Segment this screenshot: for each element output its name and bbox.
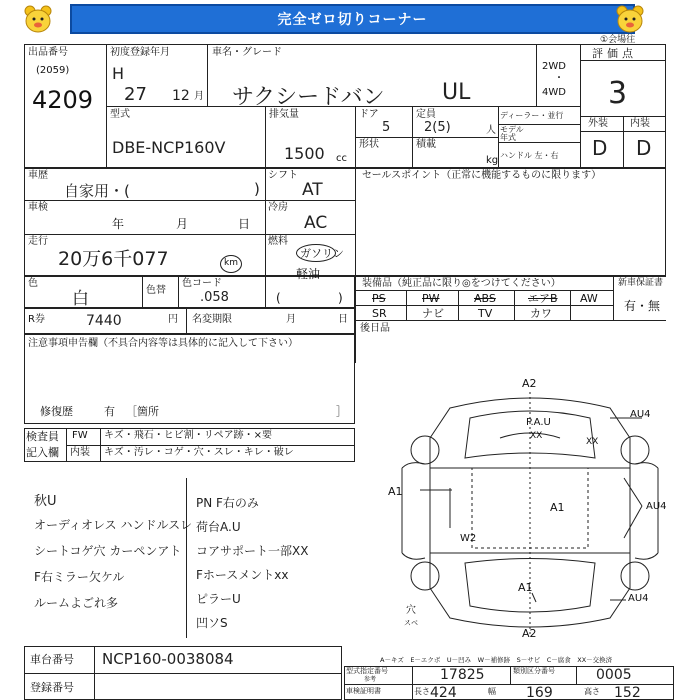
color-paren-close: ) xyxy=(338,291,343,305)
fw-label: FW xyxy=(72,430,88,441)
inspection-month-unit: 月 xyxy=(176,217,189,231)
lot-label: 出品番号 xyxy=(28,47,68,58)
equipment-label: 装備品（純正品に限り◎をつけてください） xyxy=(362,278,561,289)
doors-label: ドア xyxy=(359,109,379,120)
model-label: 型式 xyxy=(110,109,130,120)
lot-number: 4209 xyxy=(32,86,94,114)
selling-points-label: セールスポイント（正常に機能するものに限ります） xyxy=(362,170,602,181)
spec-model-label: 型式指定番号 xyxy=(346,667,388,675)
mileage-value: 20万6千077 xyxy=(58,248,169,270)
equip-aw: AW xyxy=(580,292,598,305)
site-label: ①会場往 xyxy=(600,35,636,45)
shift-label: シフト xyxy=(268,170,298,181)
ac-value: AC xyxy=(304,213,328,233)
note-right-line: 荷台A.U xyxy=(196,520,241,534)
name-change-month-unit: 月 xyxy=(286,314,296,325)
displacement-label: 排気量 xyxy=(269,109,299,120)
color-code-label: 色コード xyxy=(182,278,222,289)
ac-label: 冷房 xyxy=(268,202,288,213)
chassis-label: 車台番号 xyxy=(30,653,74,666)
load-label: 積載 xyxy=(416,139,436,150)
repair-place-open: ［箇所 xyxy=(126,405,159,418)
page-title: 完全ゼロ切りコーナー xyxy=(70,4,635,34)
diagram-mark: 穴 xyxy=(406,605,416,616)
inspection-year-unit: 年 xyxy=(112,217,125,231)
car-name: サクシードバン xyxy=(232,85,385,110)
equip-airbag: エアB xyxy=(528,292,558,305)
note-right-line: コアサポート一部XX xyxy=(196,544,309,558)
handwritten-notes-right xyxy=(196,494,308,638)
equip-sr: SR xyxy=(372,307,387,320)
diagram-mark: AU4 xyxy=(646,501,667,512)
displacement-unit: cc xyxy=(336,153,347,164)
diagram-mark: A2 xyxy=(522,377,537,390)
grade-label: 評価点 xyxy=(592,47,637,60)
int-label: 内装 xyxy=(630,118,650,129)
registration-era: H xyxy=(112,64,125,83)
seats-value: 2(5) xyxy=(424,120,451,135)
seats-unit: 人 xyxy=(486,125,496,136)
inspector-label-2: 記入欄 xyxy=(26,446,59,459)
diagram-mark: A1 xyxy=(550,501,565,514)
ext-value: D xyxy=(592,136,608,160)
diagram-mark: AU4 xyxy=(630,409,651,420)
warranty-value: 有・無 xyxy=(624,299,661,313)
equip-navi: ナビ xyxy=(422,307,444,320)
drive-2wd: 2WD xyxy=(542,61,566,72)
car-label: 車名・グレード xyxy=(212,47,282,58)
grade-value: 3 xyxy=(608,76,628,111)
car-grade: UL xyxy=(442,80,471,105)
recycle-value: 7440 xyxy=(86,313,122,329)
fuel-diesel: 軽油 xyxy=(296,267,321,281)
history-close: ) xyxy=(254,180,260,198)
note-right-line: 凹ソS xyxy=(196,616,228,630)
color-label: 色 xyxy=(28,278,38,289)
spec-width-label: 幅 xyxy=(488,687,496,696)
shape-label: 形状 xyxy=(359,139,379,150)
model-value: DBE-NCP160V xyxy=(112,138,226,157)
car-damage-diagram xyxy=(380,378,680,648)
note-left-line: 秋U xyxy=(34,494,57,509)
warranty-label: 新車保証書 xyxy=(618,278,664,288)
name-change-day-unit: 日 xyxy=(338,314,348,325)
recycle-label: R券 xyxy=(28,314,45,325)
spec-car-cert-label: 車検証明書 xyxy=(346,687,381,695)
spec-model-value: 17825 xyxy=(440,667,485,683)
registration-year: 27 xyxy=(124,84,147,105)
mascot-right-icon xyxy=(614,4,646,34)
diagram-mark: W2 xyxy=(460,533,477,544)
inspector-label-1: 検査員 xyxy=(26,430,59,443)
diagram-mark: XX xyxy=(586,437,599,447)
inspection-day-unit: 日 xyxy=(238,217,251,231)
equip-tv: TV xyxy=(478,307,493,320)
diagram-mark: P.A.U xyxy=(526,417,551,428)
spec-width-value: 169 xyxy=(526,685,553,700)
int-value: D xyxy=(636,136,652,160)
mascot-left-icon xyxy=(22,4,54,34)
model-year-label-1: モデル xyxy=(500,125,524,134)
note-left-line: ルームよごれ多 xyxy=(34,596,119,610)
spec-category-label: 類別区分番号 xyxy=(513,667,555,675)
repair-label: 修復歴 xyxy=(40,405,73,418)
equip-leather: カワ xyxy=(530,307,552,320)
history-label: 車歴 xyxy=(28,170,48,181)
equip-abs: ABS xyxy=(474,292,496,305)
notes-label: 注意事項申告欄（不具合内容等は具体的に記入して下さい） xyxy=(28,338,298,349)
repair-value: 有 xyxy=(104,405,115,418)
shift-value: AT xyxy=(302,180,323,200)
fw-items: キズ・飛石・ヒビ割・リペア跡・×要 xyxy=(104,430,272,441)
drive-dot: ・ xyxy=(554,73,564,84)
color-code: .058 xyxy=(200,290,229,305)
spec-length-value: 424 xyxy=(430,685,457,700)
legend-text: A－キズ E－エクボ U－凹み W－補修跡 S－サビ C－腐食 XX－交換済 xyxy=(380,656,613,664)
model-year-label-2: 年式 xyxy=(500,133,516,142)
inspection-label: 車検 xyxy=(28,202,48,213)
handwritten-notes-left xyxy=(34,490,192,620)
diagram-mark: A1 xyxy=(388,485,403,498)
note-left-line: F右ミラー欠ケル xyxy=(34,570,125,584)
diagram-mark: A2 xyxy=(522,627,537,640)
registration-month: 12 xyxy=(172,88,190,104)
diagram-mark: XX xyxy=(530,431,543,441)
load-unit: kg xyxy=(486,155,499,166)
equip-ps: PS xyxy=(372,292,386,305)
color-replace-label: 色替 xyxy=(146,285,166,296)
name-change-label: 名変期限 xyxy=(192,314,232,325)
note-right-line: PN F右のみ xyxy=(196,496,259,510)
drive-4wd: 4WD xyxy=(542,87,566,98)
spec-length-label: 長さ xyxy=(414,687,430,696)
mileage-unit: km xyxy=(224,258,238,268)
diagram-mark: スベ xyxy=(404,619,418,627)
recycle-unit: 円 xyxy=(168,314,178,325)
note-right-line: ピラーU xyxy=(196,592,241,606)
color-paren-open: ( xyxy=(276,291,281,305)
diagram-mark: AU4 xyxy=(628,593,649,604)
history-value: 自家用・( xyxy=(64,182,130,200)
int-items: キズ・汚レ・コゲ・穴・スレ・キレ・破レ xyxy=(104,447,294,458)
recycle-frame xyxy=(24,308,355,334)
doors-value: 5 xyxy=(382,120,391,135)
displacement-value: 1500 xyxy=(284,144,325,163)
diagram-mark: A1 xyxy=(518,581,533,594)
fuel-label: 燃料 xyxy=(268,236,288,247)
int-items-label: 内装 xyxy=(70,447,90,458)
dealer-label: ディーラー・並行 xyxy=(500,111,564,120)
spec-category-value: 0005 xyxy=(596,667,632,683)
note-left-line: シートコゲ穴 カーペンアト xyxy=(34,544,182,558)
note-right-line: Fホースメントxx xyxy=(196,568,289,582)
note-left-line: オーディオレス ハンドルスレ xyxy=(34,518,193,532)
fuel-gasoline: ガソリン xyxy=(300,247,344,260)
seats-label: 定員 xyxy=(416,109,436,120)
color-value: 白 xyxy=(72,289,89,309)
rear-seat-label: 後日品 xyxy=(360,323,390,334)
registration-label: 初度登録年月 xyxy=(110,47,170,58)
spec-ref-label: 参考 xyxy=(364,676,377,683)
spec-height-label: 高さ xyxy=(584,687,600,696)
registration-month-unit: 月 xyxy=(194,91,204,102)
ext-label: 外装 xyxy=(588,118,608,129)
handle-label: ハンドル 左・右 xyxy=(500,151,559,160)
spec-height-value: 152 xyxy=(614,685,641,700)
registration-no-label: 登録番号 xyxy=(30,681,74,694)
chassis-value: NCP160-0038084 xyxy=(102,650,234,668)
repair-place-close: ］ xyxy=(336,405,347,418)
equip-pw: PW xyxy=(422,292,440,305)
lot-sub: (2059) xyxy=(36,65,70,76)
mileage-label: 走行 xyxy=(28,236,48,247)
